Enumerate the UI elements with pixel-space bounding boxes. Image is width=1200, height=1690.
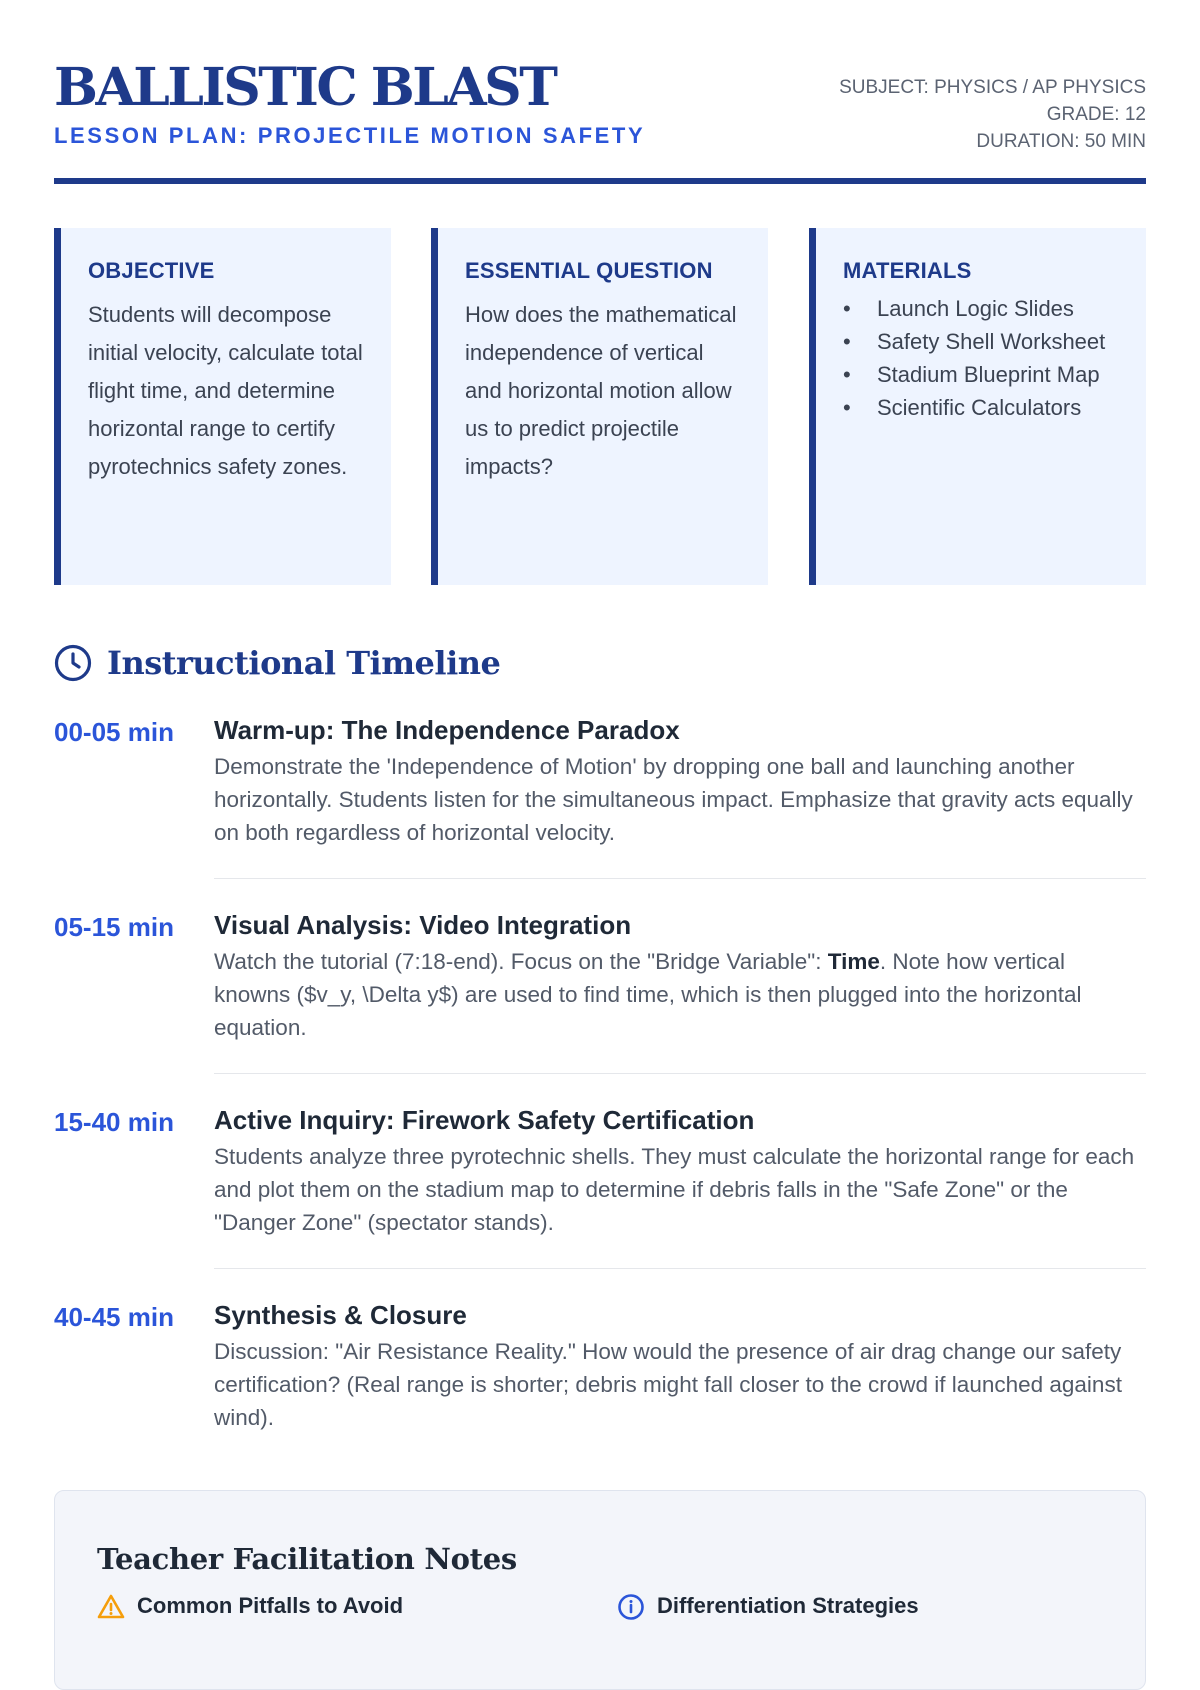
timeline-body	[214, 1102, 1146, 1239]
objective-card	[54, 228, 391, 585]
teacher-notes-title: Teacher Facilitation Notes	[97, 1542, 517, 1576]
material-label: Safety Shell Worksheet	[877, 329, 1106, 354]
timeline-body	[214, 907, 1146, 1044]
page-subtitle: LESSON PLAN: PROJECTILE MOTION SAFETY	[54, 123, 646, 148]
timeline-body	[214, 1297, 1146, 1434]
notes-item-pitfalls	[97, 1591, 403, 1621]
essential-question-text: How does the mathematical independence of vertical and horizontal motion allow us to predict projectile impacts?	[465, 302, 737, 479]
timeline-time: 15-40 min	[54, 1107, 174, 1137]
material-label: Stadium Blueprint Map	[877, 362, 1100, 387]
header	[54, 58, 1146, 188]
timeline-divider	[214, 878, 1146, 879]
objective-text: Students will decompose initial velocity, calculate total flight time, and determine horizontal range to certify pyrotechnics safety zones.	[88, 302, 363, 479]
timeline-divider	[214, 1073, 1146, 1074]
timeline-heading: Synthesis & Closure	[214, 1300, 467, 1330]
timeline-description: Discussion: "Air Resistance Reality." How would the presence of air drag change our safety certification? (Real range is shorter; debris might fall closer to the crowd if launched against wind).	[214, 1339, 1122, 1430]
timeline-heading: Warm-up: The Independence Paradox	[214, 715, 680, 745]
list-item: • Launch Logic Slides	[843, 296, 1074, 321]
lesson-meta	[839, 74, 1146, 155]
header-divider	[54, 178, 1146, 184]
list-item: • Stadium Blueprint Map	[843, 362, 1100, 387]
clock-icon	[54, 644, 92, 682]
warning-icon	[97, 1593, 125, 1621]
materials-card	[809, 228, 1146, 585]
summary-cards	[54, 228, 1146, 585]
materials-title: MATERIALS	[843, 258, 972, 283]
timeline-time: 05-15 min	[54, 912, 174, 942]
timeline-divider	[214, 1268, 1146, 1269]
timeline-title: Instructional Timeline	[107, 644, 501, 682]
teacher-notes-panel	[54, 1490, 1146, 1690]
bridge-variable: Time	[827, 949, 880, 974]
timeline-time: 40-45 min	[54, 1302, 174, 1332]
timeline-header	[54, 640, 854, 686]
essential-question-title: ESSENTIAL QUESTION	[465, 258, 713, 283]
timeline-description: Students analyze three pyrotechnic shells. They must calculate the horizontal range for each and plot them on the stadium map to determine if debris falls in the "Safe Zone" or the "Danger Zone" (spectator stands).	[214, 1144, 1135, 1235]
timeline-heading: Active Inquiry: Firework Safety Certification	[214, 1105, 755, 1135]
objective-title: OBJECTIVE	[88, 258, 215, 283]
list-item: • Scientific Calculators	[843, 395, 1082, 420]
notes-item-label: Common Pitfalls to Avoid	[137, 1593, 404, 1618]
list-item: • Safety Shell Worksheet	[843, 329, 1106, 354]
materials-list	[843, 292, 1122, 424]
description-part: . Note how vertical knowns ($v_y, \Delta y$) are used to find time, which is then plugged into the horizontal equation.	[214, 949, 1082, 1040]
lesson-plan-page	[54, 0, 1146, 1618]
material-label: Scientific Calculators	[877, 395, 1082, 420]
notes-item-label: Differentiation Strategies	[657, 1593, 919, 1618]
timeline-description: Demonstrate the 'Independence of Motion' by dropping one ball and launching another horizontally. Students listen for the simultaneous impact. Emphasize that gravity acts equally on both regardless of horizontal velocity.	[214, 754, 1133, 845]
timeline-body	[214, 712, 1146, 849]
material-label: Launch Logic Slides	[877, 296, 1074, 321]
timeline-heading: Visual Analysis: Video Integration	[214, 910, 632, 940]
meta-subject: SUBJECT: PHYSICS / AP PHYSICS	[839, 77, 1146, 98]
timeline-description	[214, 945, 1146, 1044]
description-part: Watch the tutorial (7:18-end). Focus on the "Bridge Variable":	[214, 949, 828, 974]
meta-duration: DURATION: 50 MIN	[976, 131, 1146, 152]
meta-grade: GRADE: 12	[1046, 104, 1146, 125]
info-icon	[617, 1593, 645, 1621]
notes-item-differentiation	[617, 1591, 919, 1621]
page-title: BALLISTIC BLAST	[54, 57, 556, 118]
timeline-time: 00-05 min	[54, 717, 174, 747]
essential-question-card	[431, 228, 768, 585]
